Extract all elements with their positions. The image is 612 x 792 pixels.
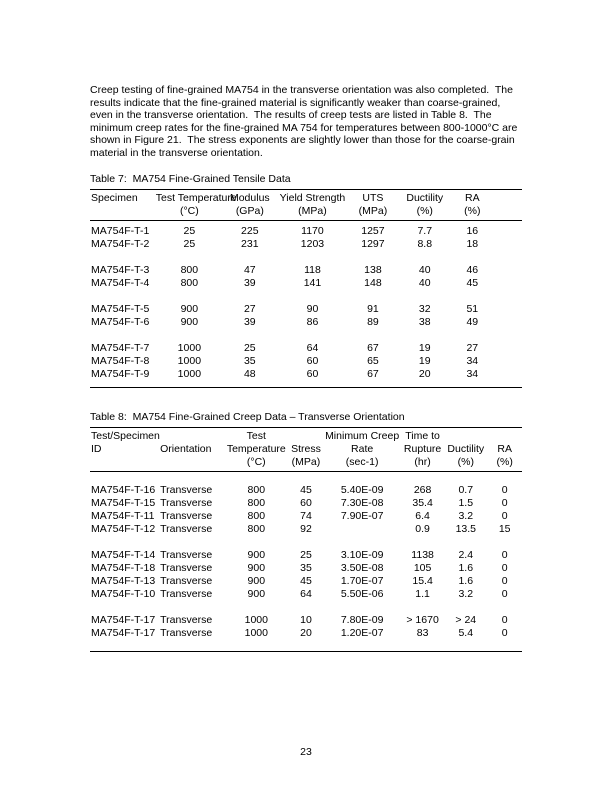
column-header-min-creep-rate: [323, 427, 401, 471]
table-cell: 268: [413, 484, 432, 497]
header-line: [91, 456, 158, 469]
table-row: [90, 575, 522, 588]
table-cell: 1000: [244, 614, 268, 627]
table-cell: 0: [501, 497, 508, 510]
table-cell: 5.40E-09: [340, 484, 384, 497]
table-cell: MA754F-T-5: [91, 302, 150, 315]
header-line: Test Temperature: [155, 191, 237, 204]
table-cell: Transverse: [160, 497, 213, 510]
header-line: Yield Strength: [279, 191, 346, 204]
table-row: [90, 303, 522, 316]
table8: [90, 427, 522, 653]
table-cell: 141: [303, 276, 322, 289]
table-cell: 148: [364, 276, 382, 289]
table-cell: 92: [300, 523, 312, 536]
table-row: [90, 549, 522, 562]
table8-caption: Table 8: MA754 Fine-Grained Creep Data – Transverse Orientation: [90, 410, 405, 423]
table-cell: 1170: [301, 224, 324, 237]
table-cell: 35: [243, 354, 256, 367]
spacer-cell: [90, 471, 522, 484]
header-line: Ductility: [447, 442, 485, 455]
table-cell: 16: [466, 224, 479, 237]
table-cell: 25: [183, 237, 196, 250]
table-cell: 3.2: [458, 510, 474, 523]
column-header-ductility: [444, 427, 487, 471]
table-cell: > 1670: [406, 614, 439, 627]
table-cell: 40: [418, 263, 431, 276]
table-cell: 83: [416, 627, 429, 640]
table-cell: MA754F-T-17: [91, 614, 156, 627]
table-cell: MA754F-T-11: [91, 510, 155, 523]
table7-body: [90, 220, 522, 387]
table-cell: 64: [306, 341, 319, 354]
table-cell: 90: [306, 302, 319, 315]
spacer-cell: [90, 290, 492, 303]
table-cell: 5.50E-06: [340, 588, 384, 601]
table-cell: MA754F-T-7: [91, 341, 150, 354]
header-line: Orientation: [160, 442, 212, 455]
spacer-cell: [90, 329, 492, 342]
table-cell: 0: [501, 549, 508, 562]
table-cell: 118: [304, 263, 321, 276]
table-cell: MA754F-T-14: [91, 549, 156, 562]
table-cell: 1257: [361, 224, 385, 237]
header-line: Rate: [351, 442, 374, 455]
table-cell: MA754F-T-6: [91, 315, 150, 328]
header-line: (sec-1): [345, 455, 379, 468]
table-cell: 19: [418, 354, 431, 367]
column-header-ductility: [397, 189, 453, 220]
header-line: (°C): [179, 204, 199, 217]
table-row: [90, 614, 522, 627]
table-cell: 45: [466, 276, 479, 289]
table-cell: 25: [243, 341, 256, 354]
table-cell: 32: [418, 302, 431, 315]
header-line: [290, 430, 323, 443]
table-cell: Transverse: [160, 614, 213, 627]
header-line: Time to: [405, 429, 440, 442]
table-row: [90, 627, 522, 652]
header-line: UTS: [362, 191, 384, 204]
table-cell: 60: [306, 367, 319, 380]
table8-body: [90, 471, 522, 652]
table-cell: 51: [466, 302, 479, 315]
table-cell: MA754F-T-12: [91, 523, 156, 536]
spacer-cell: [90, 536, 522, 549]
table-cell: 0: [501, 510, 508, 523]
table-cell: 74: [300, 510, 312, 523]
table-cell: 1.1: [415, 588, 430, 601]
table-cell: MA754F-T-18: [91, 562, 156, 575]
table-row: [90, 316, 522, 329]
table-row: [90, 368, 522, 388]
table-cell: 0: [501, 588, 508, 601]
table-row: [90, 290, 522, 303]
table-cell: 34: [466, 367, 479, 380]
table-cell: 40: [418, 276, 431, 289]
table-row: [90, 277, 522, 290]
table-cell: 45: [300, 575, 312, 588]
header-line: Rupture: [403, 442, 442, 455]
table-row: [90, 484, 522, 497]
header-line: [445, 430, 486, 443]
table-cell: 1000: [177, 354, 202, 367]
table-cell: Transverse: [160, 627, 213, 640]
table-cell: 91: [367, 302, 379, 315]
table-cell: 3.2: [458, 588, 474, 601]
table-cell: 46: [466, 263, 479, 276]
header-line: Test/Specimen: [91, 429, 160, 442]
table-cell: Transverse: [160, 575, 213, 588]
table-cell: 1.20E-07: [340, 627, 384, 640]
table-cell: [323, 523, 401, 536]
table-cell: 25: [300, 549, 312, 562]
table-cell: 1000: [244, 627, 268, 640]
table-cell: 15: [498, 523, 511, 536]
table-cell: 86: [306, 315, 319, 328]
table-cell: 20: [300, 627, 312, 640]
table7-caption: Table 7: MA754 Fine-Grained Tensile Data: [90, 172, 291, 185]
table-cell: 7.90E-07: [340, 510, 384, 523]
table-cell: 900: [180, 315, 199, 328]
header-line: (MPa): [291, 455, 321, 468]
table-cell: 18: [466, 237, 479, 250]
header-line: (%): [496, 455, 513, 468]
table-cell: 1297: [361, 237, 385, 250]
table7: [90, 189, 522, 388]
header-line: Temperature: [226, 442, 286, 455]
table-cell: 900: [180, 302, 199, 315]
table-cell: 35.4: [412, 497, 433, 510]
table-cell: 3.50E-08: [340, 562, 384, 575]
table-cell: 0.9: [415, 523, 430, 536]
table-cell: 49: [466, 315, 479, 328]
table-cell: 0: [501, 484, 508, 497]
header-line: RA: [497, 442, 512, 455]
table-cell: 900: [247, 562, 266, 575]
table-cell: 20: [418, 367, 431, 380]
table-cell: Transverse: [160, 588, 213, 601]
header-line: [488, 430, 521, 443]
table-cell: 1138: [411, 549, 434, 562]
page-number: 23: [300, 746, 312, 758]
table-cell: 1.6: [458, 562, 474, 575]
table-cell: 1.6: [458, 575, 474, 588]
table-cell: MA754F-T-15: [91, 497, 156, 510]
table-cell: 1.5: [458, 497, 474, 510]
table7-header: [90, 189, 522, 220]
table-row: [90, 562, 522, 575]
header-line: Ductility: [406, 191, 444, 204]
header-line: Test: [246, 429, 266, 442]
table-row: [90, 355, 522, 368]
column-header-specimen: [90, 189, 155, 220]
header-line: (MPa): [358, 204, 388, 217]
table-cell: 38: [418, 315, 431, 328]
table-cell: 2.4: [458, 549, 474, 562]
table-cell: MA754F-T-16: [91, 484, 156, 497]
table-cell: Transverse: [160, 562, 213, 575]
table-cell: Transverse: [160, 549, 213, 562]
table-cell: 900: [247, 549, 266, 562]
table-cell: MA754F-T-10: [91, 588, 156, 601]
table-cell: 25: [183, 224, 196, 237]
table-cell: 39: [243, 315, 256, 328]
table-cell: 138: [364, 263, 382, 276]
body-paragraph: Creep testing of fine-grained MA754 in the transverse orientation was also completed. The results indicate that the fine-grained material is significantly weaker than coarse-grained, even in the transverse orientation. The results of creep tests are listed in Table 8. The minimum creep rates for the fine-grained MA 754 for temperatures between 800-1000°C are shown in Figure 21. The stress exponents are slightly lower than those for the coarse-grain material in the transverse orientation.: [90, 84, 521, 159]
table-cell: 3.10E-09: [340, 549, 384, 562]
table-cell: 35: [300, 562, 312, 575]
table-cell: 800: [247, 497, 266, 510]
header-line: Stress: [291, 442, 321, 455]
header-line: Modulus: [229, 191, 270, 204]
table-cell: 5.4: [458, 627, 474, 640]
table-cell: 27: [243, 302, 256, 315]
table-cell: 1.70E-07: [340, 575, 384, 588]
table-cell: 900: [247, 588, 266, 601]
table-cell: MA754F-T-9: [91, 367, 150, 380]
column-header-time-to-rupture: [401, 427, 444, 471]
table-row: [90, 510, 522, 523]
header-line: (%): [416, 204, 433, 217]
table-cell: 0: [501, 575, 508, 588]
table-cell: 800: [247, 523, 266, 536]
table-cell: 67: [367, 367, 379, 380]
table-cell: 48: [243, 367, 256, 380]
table-cell: MA754F-T-17: [91, 627, 156, 640]
header-line: (%): [457, 455, 474, 468]
table8-header: [90, 427, 522, 471]
table-cell: 0.7: [458, 484, 474, 497]
table-row: [90, 264, 522, 277]
column-header-modulus: [224, 189, 276, 220]
header-line: (°C): [246, 455, 266, 468]
table-cell: MA754F-T-3: [91, 263, 150, 276]
table-cell: 105: [413, 562, 432, 575]
header-line: (MPa): [298, 204, 327, 217]
header-line: Specimen: [91, 191, 138, 204]
header-row: [90, 189, 522, 220]
table-cell: 800: [247, 510, 266, 523]
table-cell: > 24: [455, 614, 477, 627]
header-line: Minimum Creep: [325, 429, 400, 442]
table-cell: 45: [300, 484, 312, 497]
table-cell: 800: [247, 484, 266, 497]
table-cell: 27: [466, 341, 479, 354]
table-cell: 39: [243, 276, 256, 289]
header-row: [90, 427, 522, 471]
header-line: [91, 205, 154, 218]
table-cell: 60: [300, 497, 312, 510]
table-row: [90, 523, 522, 536]
table-row: [90, 238, 522, 251]
table-cell: 89: [367, 315, 379, 328]
table-cell: 34: [466, 354, 479, 367]
column-header-stress: [289, 427, 324, 471]
header-line: (hr): [414, 455, 431, 468]
table-row: [90, 471, 522, 484]
table-cell: 13.5: [455, 523, 476, 536]
table-cell: 47: [243, 263, 256, 276]
table-cell: 1000: [177, 367, 202, 380]
table-row: [90, 329, 522, 342]
table-row: [90, 536, 522, 549]
table-cell: Transverse: [160, 484, 213, 497]
table-cell: 900: [247, 575, 266, 588]
table-cell: 0: [501, 627, 508, 640]
table-cell: 231: [241, 237, 259, 250]
table-cell: 0: [501, 562, 508, 575]
table-cell: 8.8: [417, 237, 433, 250]
table-cell: 65: [367, 354, 379, 367]
table-cell: MA754F-T-4: [91, 276, 150, 289]
table-cell: MA754F-T-8: [91, 354, 150, 367]
table-cell: 800: [180, 276, 199, 289]
header-line: [160, 456, 223, 469]
table-cell: 6.4: [415, 510, 430, 523]
table-cell: 800: [180, 263, 199, 276]
column-header-uts: [349, 189, 397, 220]
spacer-cell: [90, 601, 522, 614]
table-cell: 60: [306, 354, 319, 367]
table-cell: 7.30E-08: [340, 497, 384, 510]
table-cell: 225: [241, 224, 259, 237]
table-row: [90, 601, 522, 614]
table-row: [90, 220, 522, 238]
column-header-test-temperature: [224, 427, 289, 471]
table-cell: 7.80E-09: [340, 614, 384, 627]
column-header-specimen-id: [90, 427, 159, 471]
column-header-test-temperature: [155, 189, 237, 220]
column-header-yield-strength: [276, 189, 349, 220]
table-cell: 64: [300, 588, 312, 601]
header-line: RA: [464, 191, 480, 204]
table-cell: 15.4: [412, 575, 433, 588]
column-header-orientation: [159, 427, 224, 471]
table-cell: MA754F-T-13: [91, 575, 156, 588]
table-cell: MA754F-T-1: [91, 224, 150, 237]
table-cell: 1000: [177, 341, 202, 354]
header-line: ID: [91, 442, 102, 455]
table-cell: 19: [418, 341, 431, 354]
spacer-cell: [90, 251, 492, 264]
table-cell: 10: [300, 614, 312, 627]
table-row: [90, 588, 522, 601]
table-cell: 0: [501, 614, 508, 627]
table-row: [90, 251, 522, 264]
table-cell: Transverse: [160, 523, 213, 536]
column-header-ra: [487, 427, 522, 471]
table-cell: MA754F-T-2: [91, 237, 150, 250]
table-cell: 1203: [300, 237, 325, 250]
table-cell: 7.7: [417, 224, 433, 237]
column-header-ra: [453, 189, 492, 220]
header-line: [160, 430, 223, 443]
table-cell: 67: [367, 341, 379, 354]
table-row: [90, 497, 522, 510]
table-cell: Transverse: [160, 510, 213, 523]
header-line: (%): [464, 204, 481, 217]
header-line: (GPa): [235, 204, 264, 217]
table-row: [90, 342, 522, 355]
